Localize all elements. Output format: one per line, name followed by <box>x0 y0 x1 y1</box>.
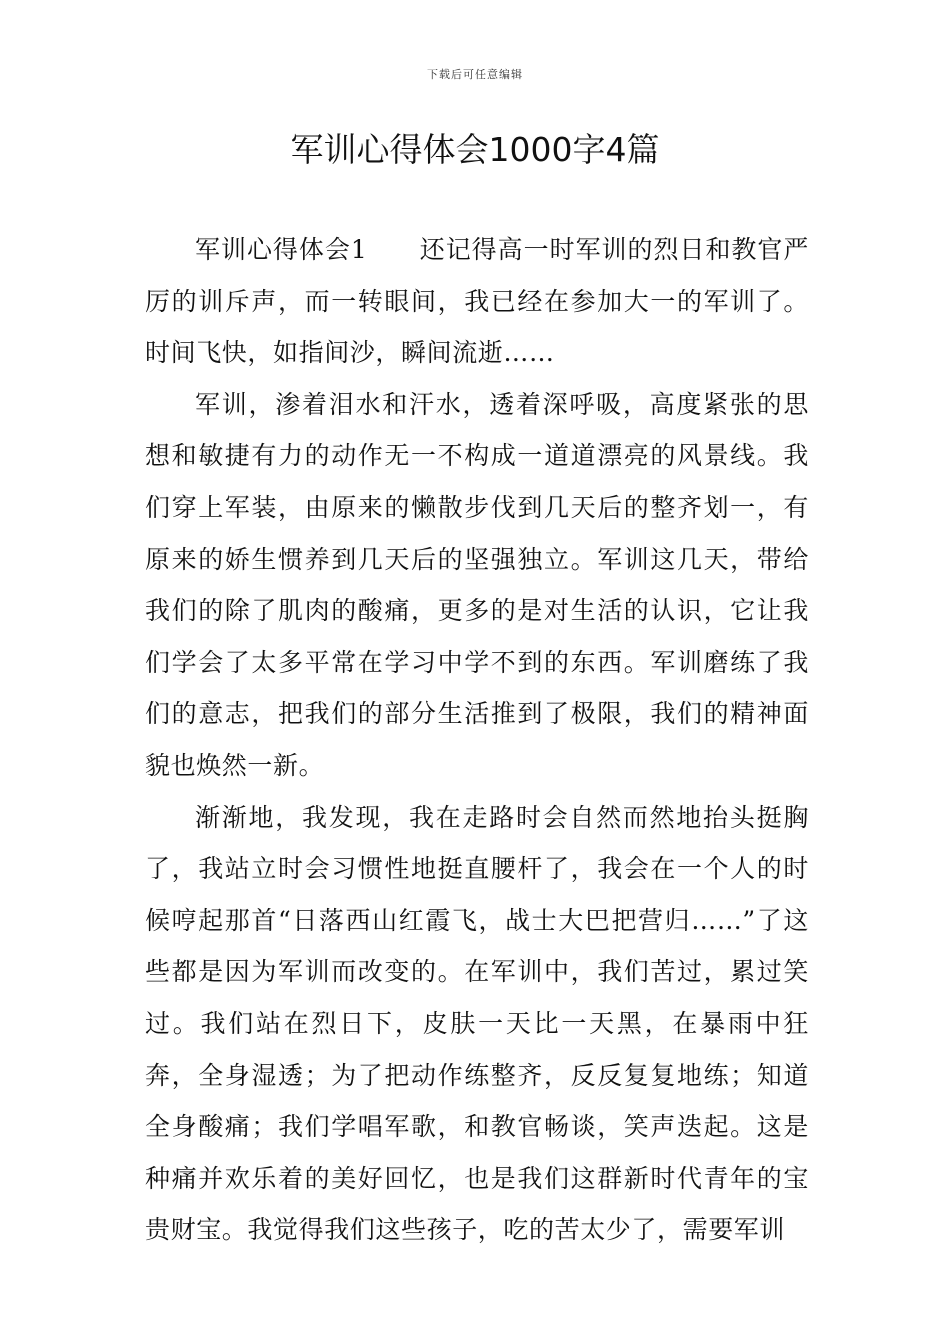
paragraph-3: 渐渐地，我发现，我在走路时会自然而然地抬头挺胸了，我站立时会习惯性地挺直腰杆了，我会在一个人的时候哼起那首“日落西山红霞飞，战士大巴把营归……”了这些都是因为军训而改变的。在军训中，我们苦过，累过笑过。我们站在烈日下，皮肤一天比一天黑，在暴雨中狂奔，全身湿透；为了把动作练整齐，反反复复地练；知道全身酸痛；我们学唱军歌，和教官畅谈，笑声迭起。这是种痛并欢乐着的美好回忆，也是我们这群新时代青年的宝贵财宝。我觉得我们这些孩子，吃的苦太少了，需要军训 <box>145 802 809 1245</box>
paragraph-2: 军训，渗着泪水和汗水，透着深呼吸，高度紧张的思想和敏捷有力的动作无一不构成一道道漂亮的风景线。我们穿上军装，由原来的懒散步伐到几天后的整齐划一，有原来的娇生惯养到几天后的坚强独立。军训这几天，带给我们的除了肌肉的酸痛，更多的是对生活的认识，它让我们学会了太多平常在学习中学不到的东西。军训磨练了我们的意志，把我们的部分生活推到了极限，我们的精神面貌也焕然一新。 <box>145 389 809 780</box>
paragraph-text: 还记得高一时军训的烈日和教官严厉的训斥声，而一转眼间，我已经在参加大一的军训了。时间飞快，如指间沙，瞬间流逝…… <box>145 235 809 368</box>
header-note: 下载后可任意编辑 <box>427 68 523 81</box>
document-body <box>145 224 809 1256</box>
section-label: 军训心得体会1 <box>195 235 368 264</box>
document-title: 军训心得体会1000字4篇 <box>290 130 660 169</box>
paragraph-1 <box>145 224 809 379</box>
